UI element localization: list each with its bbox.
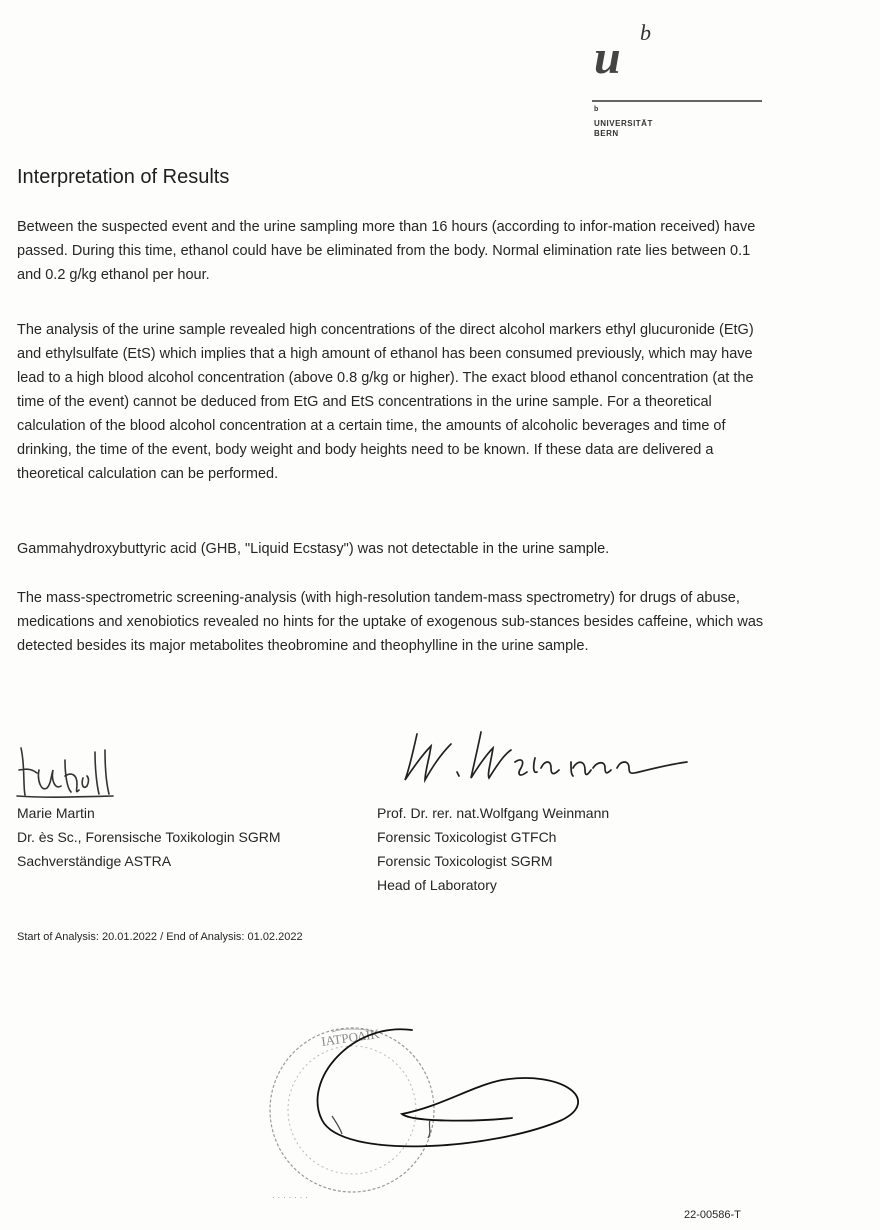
signatory-right-title2: Forensic Toxicologist SGRM xyxy=(377,853,553,869)
logo-rule xyxy=(592,100,762,102)
signatory-right-title3: Head of Laboratory xyxy=(377,877,497,893)
analysis-dates: Start of Analysis: 20.01.2022 / End of Analysis: 01.02.2022 xyxy=(17,931,303,943)
official-stamp-with-signature xyxy=(262,1010,652,1210)
university-logo xyxy=(592,18,767,148)
paragraph-screening: The mass-spectrometric screening-analysis (with high-resolution tandem-mass spectrometry) for drugs of abuse, medications and xenobiotics revealed no hints for the uptake of exogenous sub-stances besides caffeine, which was detected besides its major metabolites theobromine and theophylline in the urine sample. xyxy=(17,590,764,654)
signatory-right-title1: Forensic Toxicologist GTFCh xyxy=(377,829,557,845)
svg-text:ΙΑΤΡΟΔΙΚ: ΙΑΤΡΟΔΙΚ xyxy=(320,1025,381,1049)
university-name-line1: UNIVERSITÄT xyxy=(594,119,653,128)
paragraph-ghb: Gammahydroxybuttyric acid (GHB, "Liquid Ecstasy") was not detectable in the urine sample. xyxy=(17,541,610,557)
signatory-left-title2: Sachverständige ASTRA xyxy=(17,853,172,869)
reference-number: 22-00586-T xyxy=(684,1209,741,1221)
svg-text:· · · · · · ·: · · · · · · · xyxy=(272,1192,308,1202)
paragraph-alcohol-markers: The analysis of the urine sample revealed high concentrations of the direct alcohol markers ethyl glucuronide (EtG) and ethylsulfate (EtS) which implies that a high amount of ethanol has been consumed previously, which may have lead to a high blood alcohol concentration (above 0.8 g/kg or higher). The exact blood ethanol concentration (at the time of the event) cannot be deduced from EtG and EtS concentrations in the urine sample. For a theoretical calculation of the blood alcohol concentration at a certain time, the amounts of alcoholic beverages and time of drinking, the time of the event, body weight and body heights need to be known. If these data are delivered a theoretical calculation can be performed. xyxy=(17,322,754,482)
paragraph-elimination: Between the suspected event and the urine sampling more than 16 hours (according to infor-mation received) have passed. During this time, ethanol could have be eliminated from the body. Normal elimination rate lies between 0.1 and 0.2 g/kg ethanol per hour. xyxy=(17,219,756,283)
section-title: Interpretation of Results xyxy=(17,166,230,188)
signature-left-image xyxy=(15,740,115,802)
signatory-left-title1: Dr. ès Sc., Forensische Toxikologin SGRM xyxy=(17,829,281,845)
logo-mark: u xyxy=(594,31,619,84)
university-name xyxy=(594,119,653,139)
logo-superscript: b xyxy=(640,20,651,45)
signatory-left-name: Marie Martin xyxy=(17,805,95,821)
signatory-right xyxy=(370,801,609,897)
logo-small-b: b xyxy=(594,106,599,113)
signatory-left xyxy=(17,801,281,873)
signature-right-image xyxy=(395,722,695,792)
signatory-right-name: Prof. Dr. rer. nat.Wolfgang Weinmann xyxy=(377,805,610,821)
university-name-line2: BERN xyxy=(594,129,619,138)
